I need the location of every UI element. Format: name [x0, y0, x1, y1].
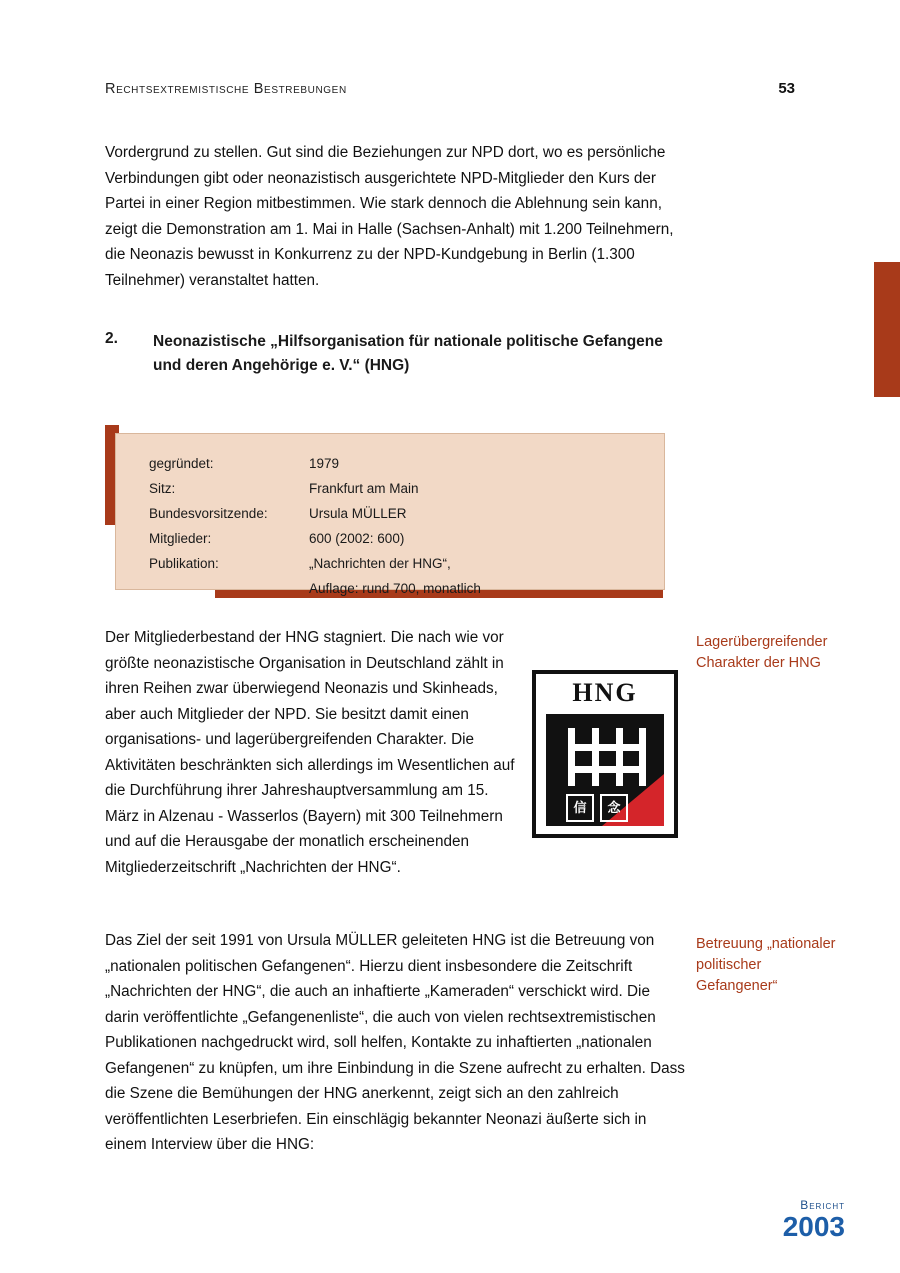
paragraph-3: Das Ziel der seit 1991 von Ursula MÜLLER geleiteten HNG ist die Betreuung von „nationalen politischen Gefangenen“. Hierzu dient insbesondere die Zeitschrift „Nachrichten der HNG“, die auch an inhaftierte „Kameraden“ verschickt wird. Die darin veröffentlichte „Gefangenenliste“, die auch von vielen rechtsextremistischen Publikationen nachgedruckt wird, soll helfen, Kontakte zu inhaftierten „nationalen Gefangenen“ zu knüpfen, um ihre Einbindung in die Szene aufrecht zu erhalten. Dass die Szene die Bemühungen der HNG anerkennt, zeigt sich an den zahlreich veröffentlichten Leserbriefen. Ein einschlägig bekannter Neonazi äußerte sich in einem Interview über die HNG:: [105, 932, 685, 1153]
info-label: gegründet:: [149, 456, 214, 471]
header-title: Rechtsextremistische Bestrebungen: [105, 81, 347, 97]
glyph-box-2: 念: [600, 794, 628, 822]
margin-note-1: Lagerübergreifender Charakter der HNG: [696, 634, 828, 671]
info-value: „Nachrichten der HNG“,: [309, 556, 451, 571]
table-row: [149, 554, 481, 579]
table-row: [149, 579, 481, 604]
info-label: Bundesvorsitzende:: [149, 506, 268, 521]
info-box-table: [149, 454, 481, 604]
table-row: [149, 479, 481, 504]
table-row: [149, 504, 481, 529]
info-label: Sitz:: [149, 481, 176, 496]
info-label: Publikation:: [149, 556, 219, 571]
hng-logo-icon: [532, 670, 678, 838]
footer-year: 2003: [782, 1211, 845, 1242]
info-value: Auflage: rund 700, monatlich: [309, 581, 481, 596]
margin-accent-bar: [874, 262, 900, 397]
hng-logo-glyphs: [566, 794, 648, 820]
info-value: 1979: [309, 456, 340, 471]
hng-logo-bars: [568, 728, 646, 786]
info-value: Frankfurt am Main: [309, 481, 419, 496]
info-value: Ursula MÜLLER: [309, 506, 407, 521]
body-column-3: [105, 928, 685, 1158]
body-column-2: [105, 625, 678, 880]
info-box-container: [105, 425, 678, 600]
table-row: [149, 454, 481, 479]
paragraph-1: Vordergrund zu stellen. Gut sind die Beziehungen zur NPD dort, wo es persönliche Verbindungen gibt oder neonazistisch ausgerichtete NPD-Mitglieder den Kurs der Partei in einer Region mitbestimmen. Wie stark dennoch die Ablehnung sein kann, zeigt die Demonstration am 1. Mai in Halle (Sachsen-Anhalt) mit 1.200 Teilnehmern, die Neonazis bewusst in Konkurrenz zu der NPD-Kundgebung in Berlin (1.300 Teilnehmer) veranstaltet hatten.: [105, 144, 674, 289]
footer-label: Bericht: [800, 1198, 845, 1212]
info-label: Mitglieder:: [149, 531, 212, 546]
section-title: Neonazistische „Hilfsorganisation für nationale politische Gefangene und deren Angehörige e. V.“ (HNG): [153, 333, 663, 374]
page-footer: [783, 1198, 845, 1241]
info-value: 600 (2002: 600): [309, 531, 405, 546]
table-row: [149, 529, 481, 554]
hng-logo-inner: [546, 714, 664, 826]
section-number: 2.: [105, 330, 118, 347]
hng-logo-title: HNG: [572, 678, 638, 707]
glyph-box-1: 信: [566, 794, 594, 822]
info-label: [149, 579, 309, 604]
body-column-1: [105, 140, 678, 293]
section-heading: [105, 330, 678, 378]
margin-note-2: Betreuung „nationaler politischer Gefangener“: [696, 936, 836, 994]
page-number: 53: [778, 80, 795, 97]
info-box: [115, 433, 665, 596]
hng-logo-figure: [532, 670, 678, 838]
paragraph-2: Der Mitgliederbestand der HNG stagniert. Die nach wie vor größte neonazistische Organisation in Deutschland zählt in ihren Reihen zwar überwiegend Neonazis und Skinheads, aber auch Mitglieder der NPD. Sie besitzt damit einen organisations- und lagerübergreifenden Charakter. Die Aktivitäten beschränkten sich allerdings im Wesentlichen auf die Durchführung ihrer Jahreshauptversammlung am 15. März in Alzenau - Wasserlos (Bayern) mit 300 Teilnehmern und auf die Herausgabe der monatlich erscheinenden Mitgliederzeitschrift „Nachrichten der HNG“.: [105, 629, 515, 876]
page-header: [105, 80, 795, 97]
